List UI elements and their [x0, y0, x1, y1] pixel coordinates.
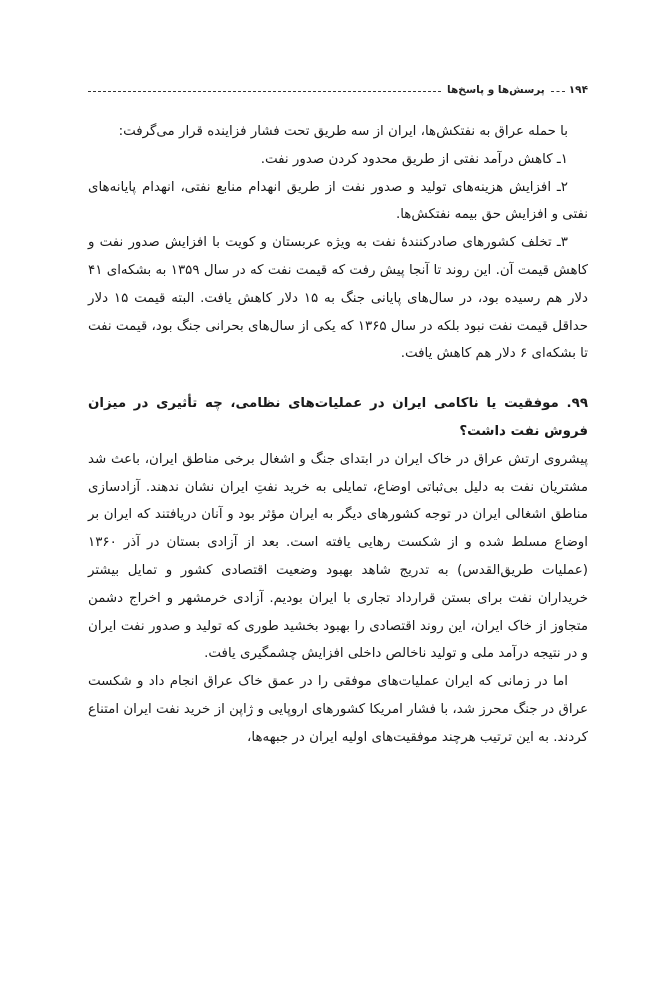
- book-page: [88, 82, 588, 752]
- answer-paragraph-1: پیشروی ارتش عراق در خاک ایران در ابتدای جنگ و اشغال برخی مناطق ایران، باعث شد مشتریان نفت به دلیل بی‌ثباتی اوضاع، تمایلی به خرید نفتِ ایران نشان ندهند. آزادسازی مناطق اشغالی ایران در توجه کشورهای دیگر به ایران مؤثر بود و آنان دریافتند که ایران بر اوضاع مسلط شده و از شکست رهایی یافته است. بعد از آزادی بستان در آذر ۱۳۶۰ (عملیات طریق‌القدس) به تدریج شاهد بهبود وضعیت اقتصادی کشور و تمایل بیشتر خریداران نفت برای بستن قرارداد تجاری با ایران بودیم. آزادی خرمشهر و اخراج دشمن متجاوز از خاک ایران، این روند اقتصادی را بهبود بخشید طوری که تولید و صدور نفت ایران و در نتیجه درآمد ملی و تولید ناخالص داخلی افزایش چشمگیری یافت.: [88, 451, 588, 662]
- intro-item-3: ۳ـ تخلف کشورهای صادرکنندهٔ نفت به ویژه عربستان و کویت با افزایش صدور نفت و کاهش قیمت آن. این روند تا آنجا پیش رفت که قیمت نفت که در سال ۱۳۵۹ به بشکه‌ای ۴۱ دلار هم رسیده بود، در سال‌های پایانی جنگ به ۱۵ دلار کاهش یافت. البته قیمت ۱۵ دلار حداقل قیمت نفت نبود بلکه در سال ۱۳۶۵ که یکی از سال‌های بحرانی جنگ بود، قیمت نفت تا بشکه‌ای ۶ دلار هم کاهش یافت.: [88, 235, 589, 362]
- intro-item-2: ۲ـ افزایش هزینه‌های تولید و صدور نفت از طریق انهدام منابع نفتی، انهدام پایانه‌های نفتی و افزایش حق بیمه نفتکش‌ها.: [88, 179, 588, 223]
- page-number: ۱۹۴: [568, 84, 588, 96]
- header-dash-rule: [88, 91, 441, 92]
- header-title: پرسش‌ها و پاسخ‌ها: [447, 84, 545, 96]
- answer-paragraph-2: اما در زمانی که ایران عملیات‌های موفقی را در عمق خاک عراق انجام داد و شکست عراق در جنگ محرز شد، با فشار امریکا کشورهای اروپایی و ژاپن از خرید نفت ایران امتناع کردند. به این ترتیب هرچند موفقیت‌های اولیه ایران در جبهه‌ها،: [88, 674, 588, 745]
- intro-item-1: ۱ـ کاهش درآمد نفتی از طریق محدود کردن صدور نفت.: [260, 151, 568, 167]
- header-dash-rule-short: [551, 91, 565, 92]
- intro-lead: با حمله عراق به نفتکش‌ها، ایران از سه طریق تحت فشار فزاینده قرار می‌گرفت:: [118, 124, 568, 139]
- question-heading: ۹۹. موفقیت یا ناکامی ایران در عملیات‌های نظامی، چه تأثیری در میزان فروش نفت داشت؟: [88, 396, 588, 439]
- running-header: [88, 82, 588, 98]
